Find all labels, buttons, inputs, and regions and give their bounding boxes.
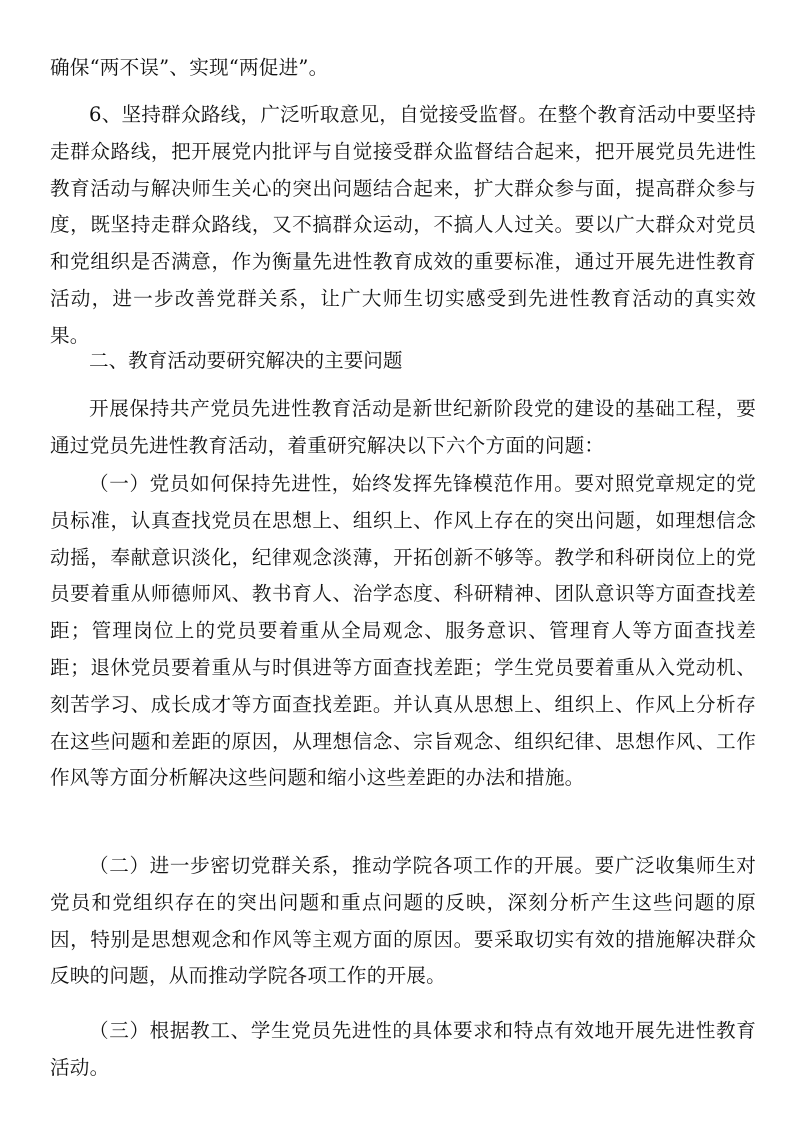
paragraph-item-1: （一）党员如何保持先进性，始终发挥先锋模范作用。要对照党章规定的党员标准，认真查找党员在思想上、组织上、作风上存在的突出问题，如理想信念动摇，奉献意识淡化，纪律观念淡薄，开拓创新不够等。教学和科研岗位上的党员要着重从师德师风、教书育人、治学态度、科研精神、团队意识等方面查找差距；管理岗位上的党员要着重从全局观念、服务意识、管理育人等方面查找差距；退休党员要着重从与时俱进等方面查找差距；学生党员要着重从入党动机、刻苦学习、成长成才等方面查找差距。并认真从思想上、组织上、作风上分析存在这些问题和差距的原因，从理想信念、宗旨观念、组织纪律、思想作风、工作作风等方面分析解决这些问题和缩小这些差距的办法和措施。 bbox=[50, 472, 756, 790]
paragraph-item-3: （三）根据教工、学生党员先进性的具体要求和特点有效地开展先进性教育活动。 bbox=[50, 1019, 756, 1079]
section-heading-2: 二、教育活动要研究解决的主要问题 bbox=[89, 349, 403, 372]
paragraph-item-6: 6、坚持群众路线，广泛听取意见，自觉接受监督。在整个教育活动中要坚持走群众路线，把开展党内批评与自觉接受群众监督结合起来，把开展党员先进性教育活动与解决师生关心的突出问题结合起来，扩大群众参与面，提高群众参与度，既坚持走群众路线，又不搞群众运动，不搞人人过关。要以广大群众对党员和党组织是否满意，作为衡量先进性教育成效的重要标准，通过开展先进性教育活动，进一步改善党群关系，让广大师生切实感受到先进性教育活动的真实效果。 bbox=[50, 103, 756, 347]
paragraph-intro: 开展保持共产党员先进性教育活动是新世纪新阶段党的建设的基础工程，要通过党员先进性教育活动，着重研究解决以下六个方面的问题： bbox=[50, 397, 756, 457]
paragraph-item-2: （二）进一步密切党群关系，推动学院各项工作的开展。要广泛收集师生对党员和党组织存在的突出问题和重点问题的反映，深刻分析产生这些问题的原因，特别是思想观念和作风等主观方面的原因。要采取切实有效的措施解决群众反映的问题，从而推动学院各项工作的开展。 bbox=[50, 854, 756, 988]
paragraph-continuation: 确保“两不误”、实现“两促进”。 bbox=[50, 56, 329, 79]
